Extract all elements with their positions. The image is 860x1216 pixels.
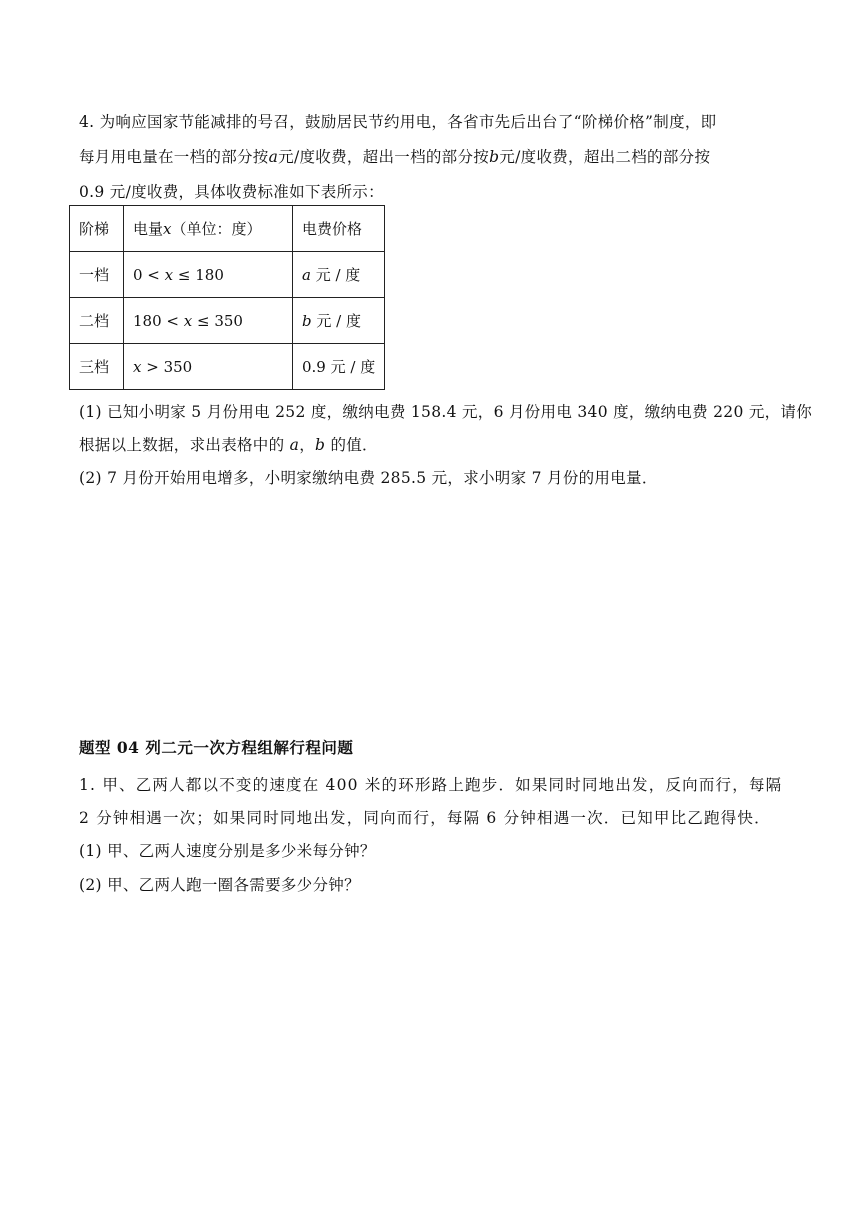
header-usage (124, 206, 293, 252)
q4-intro-line-3 (79, 180, 384, 202)
range-cell (124, 298, 293, 344)
price-unit: 元 / 度 (311, 312, 361, 330)
q1-part-2 (79, 873, 360, 895)
table-row (70, 298, 385, 344)
q4-part-1-text: 根据以上数据，求出表格中的 (79, 436, 290, 454)
q4-intro-text: 每月用电量在一档的部分按 (79, 148, 269, 166)
variable-a: a (268, 148, 279, 166)
range-upper: ≤ 350 (192, 311, 243, 330)
q4-part-1-line-1 (79, 400, 812, 422)
range-upper: > 350 (141, 357, 193, 376)
table-header-row (70, 206, 385, 252)
price-unit: 0.9 元 / 度 (302, 358, 376, 376)
variable-b: b (302, 312, 312, 330)
q4-part-1-text: 的值． (325, 436, 378, 454)
variable-b: b (489, 148, 500, 166)
q4-intro-text: 0.9 元/度收费，具体收费标准如下表所示： (79, 183, 384, 201)
header-usage-label: 电量 (133, 220, 164, 238)
q1-line-2 (79, 806, 771, 828)
table-row (70, 252, 385, 298)
variable-a: a (289, 436, 300, 454)
q4-intro-text: 元/度收费，超出二档的部分按 (499, 148, 711, 166)
price-cell (293, 298, 385, 344)
q4-intro-text: 4. 为响应国家节能减排的号召，鼓励居民节约用电，各省市先后出台了“阶梯价格”制度，即 (79, 113, 717, 131)
variable-x: x (164, 265, 174, 284)
variable-x: x (183, 311, 193, 330)
q1-part-2-text: (2) 甲、乙两人跑一圈各需要多少分钟？ (79, 876, 360, 894)
q4-intro-text: 元/度收费，超出一档的部分按 (278, 148, 490, 166)
variable-x: x (133, 357, 142, 376)
q4-part-2-text: (2) 7 月份开始用电增多，小明家缴纳电费 285.5 元，求小明家 7 月份的用电量． (79, 469, 658, 487)
range-upper: ≤ 180 (173, 265, 224, 284)
q4-intro-line-1 (79, 110, 716, 132)
q1-text: 1. 甲、乙两人都以不变的速度在 400 米的环形路上跑步．如果同时同地出发，反向而行，每隔 (79, 776, 783, 794)
price-cell (293, 252, 385, 298)
q4-part-1-line-2 (79, 433, 378, 455)
q1-part-1-text: (1) 甲、乙两人速度分别是多少米每分钟？ (79, 842, 376, 860)
price-unit: 元 / 度 (310, 266, 361, 284)
q1-text: 2 分钟相遇一次；如果同时同地出发，同向而行，每隔 6 分钟相遇一次．已知甲比乙跑得快． (79, 809, 771, 827)
range-lower: 0 < (133, 265, 165, 284)
tier-cell: 一档 (70, 252, 124, 298)
variable-x: x (163, 220, 172, 238)
header-usage-unit: （单位：度） (171, 220, 262, 238)
variable-b: b (315, 436, 326, 454)
range-cell (124, 252, 293, 298)
q4-part-1-text: (1) 已知小明家 5 月份用电 252 度，缴纳电费 158.4 元，6 月份用电 340 度，缴纳电费 220 元，请你 (79, 403, 813, 421)
tier-cell: 二档 (70, 298, 124, 344)
range-cell (124, 344, 293, 390)
section-heading: 题型 04 列二元一次方程组解行程问题 (79, 738, 354, 757)
q4-part-2 (79, 466, 658, 488)
table-row (70, 344, 385, 390)
q1-part-1 (79, 839, 376, 861)
range-lower: 180 < (133, 311, 184, 330)
tier-price-table (69, 205, 385, 390)
price-cell (293, 344, 385, 390)
separator: ， (299, 436, 315, 454)
header-price: 电费价格 (293, 206, 385, 252)
variable-a: a (302, 266, 311, 284)
header-tier: 阶梯 (70, 206, 124, 252)
q1-line-1 (79, 773, 782, 795)
tier-cell: 三档 (70, 344, 124, 390)
q4-intro-line-2 (79, 145, 710, 167)
